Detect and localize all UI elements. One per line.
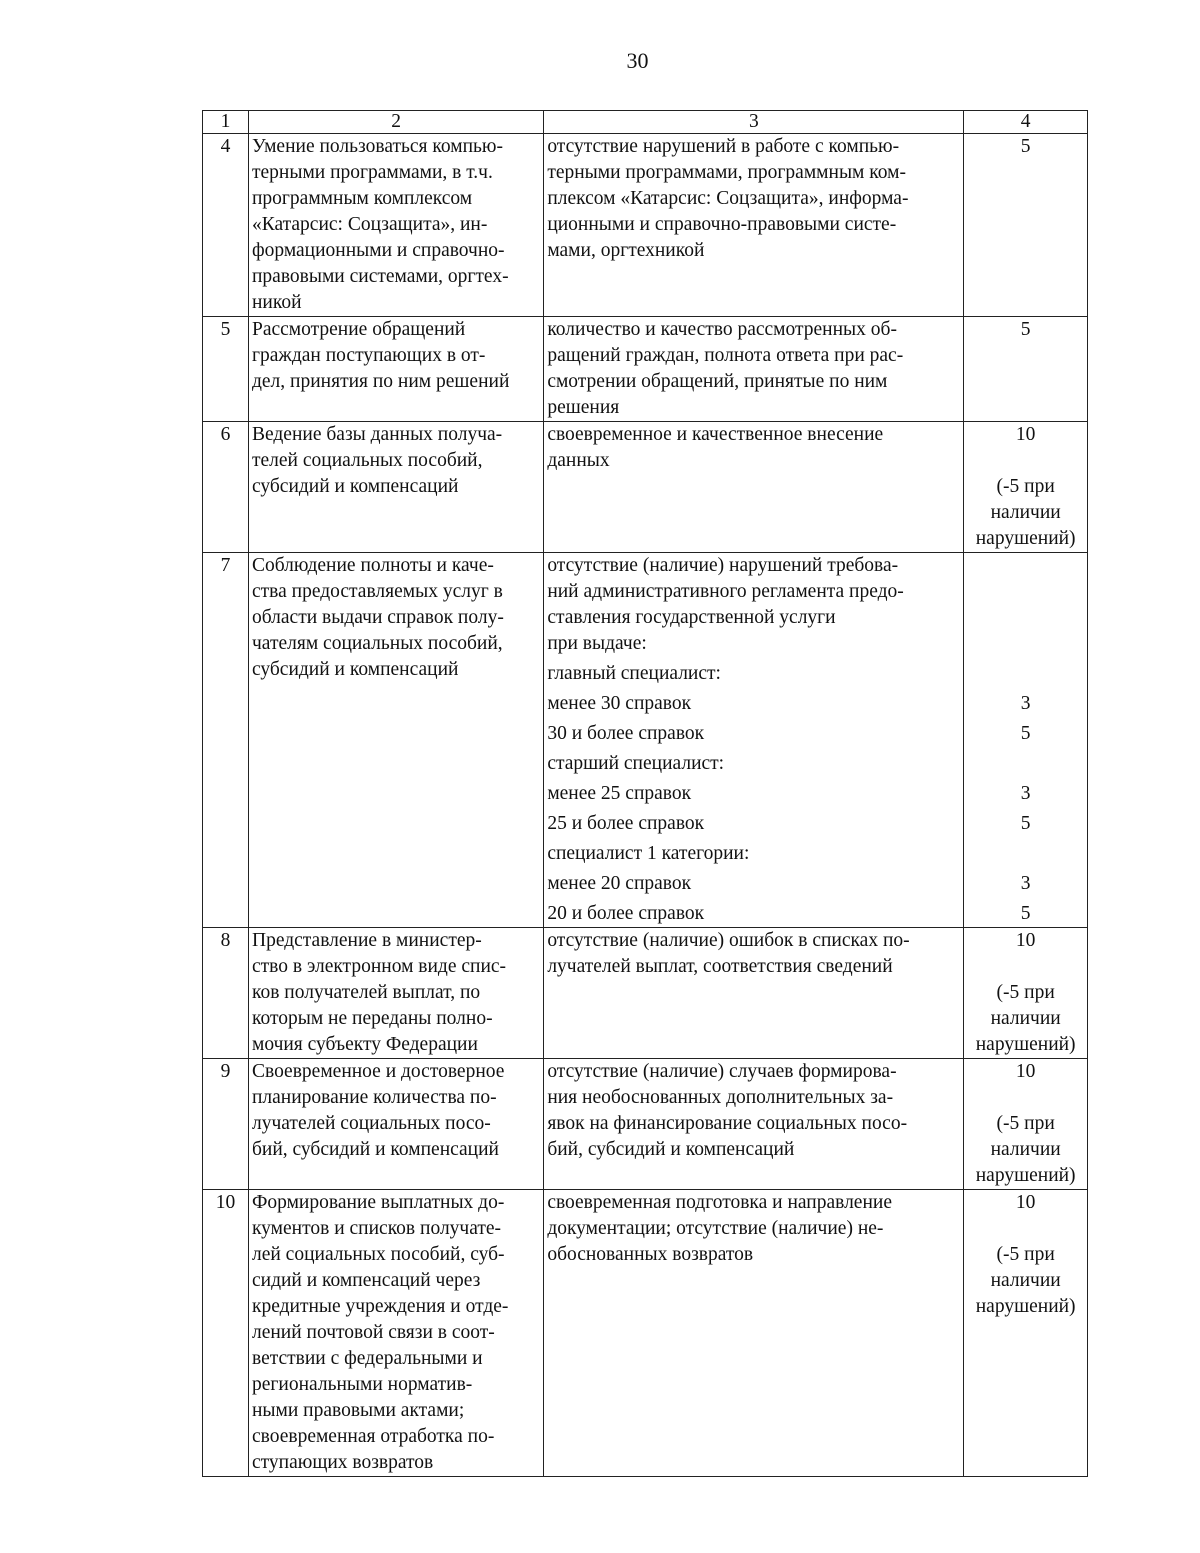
criterion-line: лучателей выплат, соответствия сведений [547, 956, 893, 977]
criterion-line: отсутствие нарушений в работе с компью- [547, 136, 900, 157]
indicator-name-line: планирование количества по- [251, 1087, 497, 1108]
criterion-item: менее 30 справок [547, 693, 692, 714]
indicator-name-line: лучателей социальных посо- [251, 1113, 491, 1134]
indicator-name-line: своевременная отработка по- [251, 1426, 495, 1447]
score-cell [964, 1190, 1088, 1477]
score-cell [964, 1059, 1088, 1190]
criterion-item: старший специалист: [547, 753, 725, 774]
indicator-name [248, 317, 543, 422]
score-line: 10 [1015, 1192, 1036, 1213]
indicator-name-line: региональными норматив- [251, 1374, 473, 1395]
score-line: 5 [1020, 136, 1031, 157]
criterion-line: терными программами, программным ком- [547, 162, 906, 183]
criterion-item: главный специалист: [547, 663, 721, 684]
indicator-name-line: субсидий и компенсаций [251, 476, 459, 497]
criterion-line: отсутствие (наличие) ошибок в списках по- [547, 930, 910, 951]
score-line [967, 1085, 1084, 1111]
indicator-name-line: Формирование выплатных до- [251, 1192, 505, 1213]
criterion-line: обоснованных возвратов [547, 1244, 754, 1265]
indicator-name-line: ступающих возвратов [251, 1452, 434, 1473]
score-line [967, 448, 1084, 474]
criterion-item: 20 и более справок [547, 903, 705, 924]
score-cell [964, 553, 1088, 928]
header-col-1: 1 [203, 111, 249, 134]
indicator-name-line: Умение пользоваться компью- [251, 136, 503, 157]
criterion-item: 30 и более справок [547, 723, 705, 744]
indicator-name-line: сидий и компенсаций через [251, 1270, 481, 1291]
score-line: 5 [1020, 319, 1031, 340]
indicator-name-line: Представление в министер- [251, 930, 482, 951]
header-col-3: 3 [544, 111, 964, 134]
evaluation-criterion [544, 553, 964, 928]
criterion-item-score [967, 841, 1084, 867]
criterion-line: ращений граждан, полнота ответа при рас- [547, 345, 904, 366]
indicator-name-line: Рассмотрение обращений [251, 319, 466, 340]
indicator-name-line: телей социальных пособий, [251, 450, 483, 471]
criterion-line: отсутствие (наличие) случаев формирова- [547, 1061, 897, 1082]
indicator-name [248, 928, 543, 1059]
criterion-item-score: 3 [1020, 873, 1031, 894]
score-line: нарушений) [975, 1296, 1076, 1317]
table-row [203, 134, 1088, 317]
criterion-line: мами, оргтехникой [547, 240, 705, 261]
evaluation-criterion [544, 134, 964, 317]
indicator-name-line: кументов и списков получате- [251, 1218, 502, 1239]
row-number: 8 [203, 928, 249, 1059]
score-line: наличии [990, 502, 1061, 523]
header-col-2: 2 [248, 111, 543, 134]
table-row [203, 1059, 1088, 1190]
score-cell [964, 134, 1088, 317]
criterion-line: своевременное и качественное внесение [547, 424, 884, 445]
indicator-name-line: лений почтовой связи в соот- [251, 1322, 495, 1343]
score-line: 10 [1015, 424, 1036, 445]
indicator-name-line: Своевременное и достоверное [251, 1061, 505, 1082]
indicator-name [248, 1190, 543, 1477]
indicator-name-line: правовыми системами, оргтех- [251, 266, 509, 287]
indicator-name-line: субсидий и компенсаций [251, 659, 459, 680]
header-col-4: 4 [964, 111, 1088, 134]
criterion-line: количество и качество рассмотренных об- [547, 319, 897, 340]
evaluation-criterion [544, 928, 964, 1059]
score-line: нарушений) [975, 1165, 1076, 1186]
criteria-table [202, 110, 1088, 1477]
table-row [203, 553, 1088, 928]
indicator-name-line: дел, принятия по ним решений [251, 371, 510, 392]
criterion-item: 25 и более справок [547, 813, 705, 834]
criterion-line: ний административного регламента предо- [547, 581, 904, 602]
indicator-name-line: никой [251, 292, 302, 313]
score-line: (-5 при [996, 476, 1055, 497]
criterion-line: ставления государственной услуги [547, 607, 836, 628]
criterion-line: своевременная подготовка и направление [547, 1192, 892, 1213]
table-row [203, 317, 1088, 422]
score-line: нарушений) [975, 528, 1076, 549]
score-line: (-5 при [996, 982, 1055, 1003]
row-number: 9 [203, 1059, 249, 1190]
page-number: 30 [626, 48, 649, 73]
criterion-line: данных [547, 450, 610, 471]
criterion-item-score [967, 751, 1084, 777]
evaluation-criterion [544, 317, 964, 422]
indicator-name-line: терными программами, в т.ч. [251, 162, 493, 183]
indicator-name [248, 422, 543, 553]
criterion-line: при выдаче: [547, 633, 647, 654]
score-line: наличии [990, 1008, 1061, 1029]
score-cell [964, 317, 1088, 422]
criterion-item-score: 5 [1020, 723, 1031, 744]
indicator-name-line: кредитные учреждения и отде- [251, 1296, 509, 1317]
score-spacer [967, 579, 1084, 605]
criterion-line: явок на финансирование социальных посо- [547, 1113, 908, 1134]
evaluation-criterion [544, 1059, 964, 1190]
score-line: наличии [990, 1270, 1061, 1291]
indicator-name-line: которым не переданы полно- [251, 1008, 493, 1029]
score-line [967, 1216, 1084, 1242]
indicator-name-line: формационными и справочно- [251, 240, 505, 261]
criterion-item: менее 20 справок [547, 873, 692, 894]
indicator-name-line: ство в электронном виде спис- [251, 956, 507, 977]
score-line: 10 [1015, 930, 1036, 951]
score-spacer [967, 605, 1084, 631]
evaluation-criterion [544, 1190, 964, 1477]
indicator-name-line: Ведение базы данных получа- [251, 424, 503, 445]
criterion-line: документации; отсутствие (наличие) не- [547, 1218, 884, 1239]
row-number: 10 [203, 1190, 249, 1477]
criterion-line: ционными и справочно-правовыми систе- [547, 214, 897, 235]
score-cell [964, 422, 1088, 553]
table-row [203, 422, 1088, 553]
indicator-name-line: ков получателей выплат, по [251, 982, 481, 1003]
criterion-item-score: 3 [1020, 783, 1031, 804]
criterion-line: плексом «Катарсис: Соцзащита», информа- [547, 188, 909, 209]
indicator-name-line: программным комплексом [251, 188, 473, 209]
indicator-name-line: мочия субъекту Федерации [251, 1034, 478, 1055]
score-cell [964, 928, 1088, 1059]
indicator-name-line: чателям социальных пособий, [251, 633, 503, 654]
indicator-name [248, 134, 543, 317]
indicator-name-line: области выдачи справок полу- [251, 607, 504, 628]
row-number: 5 [203, 317, 249, 422]
indicator-name [248, 1059, 543, 1190]
table-row [203, 928, 1088, 1059]
table-header-row [203, 111, 1088, 134]
criterion-line: бий, субсидий и компенсаций [547, 1139, 795, 1160]
score-spacer [967, 553, 1084, 579]
criterion-item-score: 3 [1020, 693, 1031, 714]
score-line: (-5 при [996, 1244, 1055, 1265]
score-line: (-5 при [996, 1113, 1055, 1134]
criterion-line: ния необоснованных дополнительных за- [547, 1087, 894, 1108]
evaluation-criterion [544, 422, 964, 553]
criterion-item: менее 25 справок [547, 783, 692, 804]
indicator-name-line: граждан поступающих в от- [251, 345, 486, 366]
indicator-name-line: ветствии с федеральными и [251, 1348, 483, 1369]
score-line [967, 954, 1084, 980]
criterion-line: решения [547, 397, 620, 418]
criterion-line: отсутствие (наличие) нарушений требова- [547, 555, 899, 576]
criterion-item-score: 5 [1020, 903, 1031, 924]
indicator-name-line: бий, субсидий и компенсаций [251, 1139, 499, 1160]
score-spacer [967, 631, 1084, 657]
indicator-name-line: Соблюдение полноты и каче- [251, 555, 494, 576]
score-line: 10 [1015, 1061, 1036, 1082]
criterion-item: специалист 1 категории: [547, 843, 750, 864]
criterion-item-score: 5 [1020, 813, 1031, 834]
indicator-name-line: «Катарсис: Соцзащита», ин- [251, 214, 488, 235]
table-row [203, 1190, 1088, 1477]
indicator-name-line: ными правовыми актами; [251, 1400, 465, 1421]
indicator-name-line: лей социальных пособий, суб- [251, 1244, 505, 1265]
indicator-name [248, 553, 543, 928]
row-number: 7 [203, 553, 249, 928]
criterion-line: смотрении обращений, принятые по ним [547, 371, 888, 392]
criterion-item-score [967, 661, 1084, 687]
row-number: 6 [203, 422, 249, 553]
row-number: 4 [203, 134, 249, 317]
indicator-name-line: ства предоставляемых услуг в [251, 581, 503, 602]
score-line: наличии [990, 1139, 1061, 1160]
score-line: нарушений) [975, 1034, 1076, 1055]
